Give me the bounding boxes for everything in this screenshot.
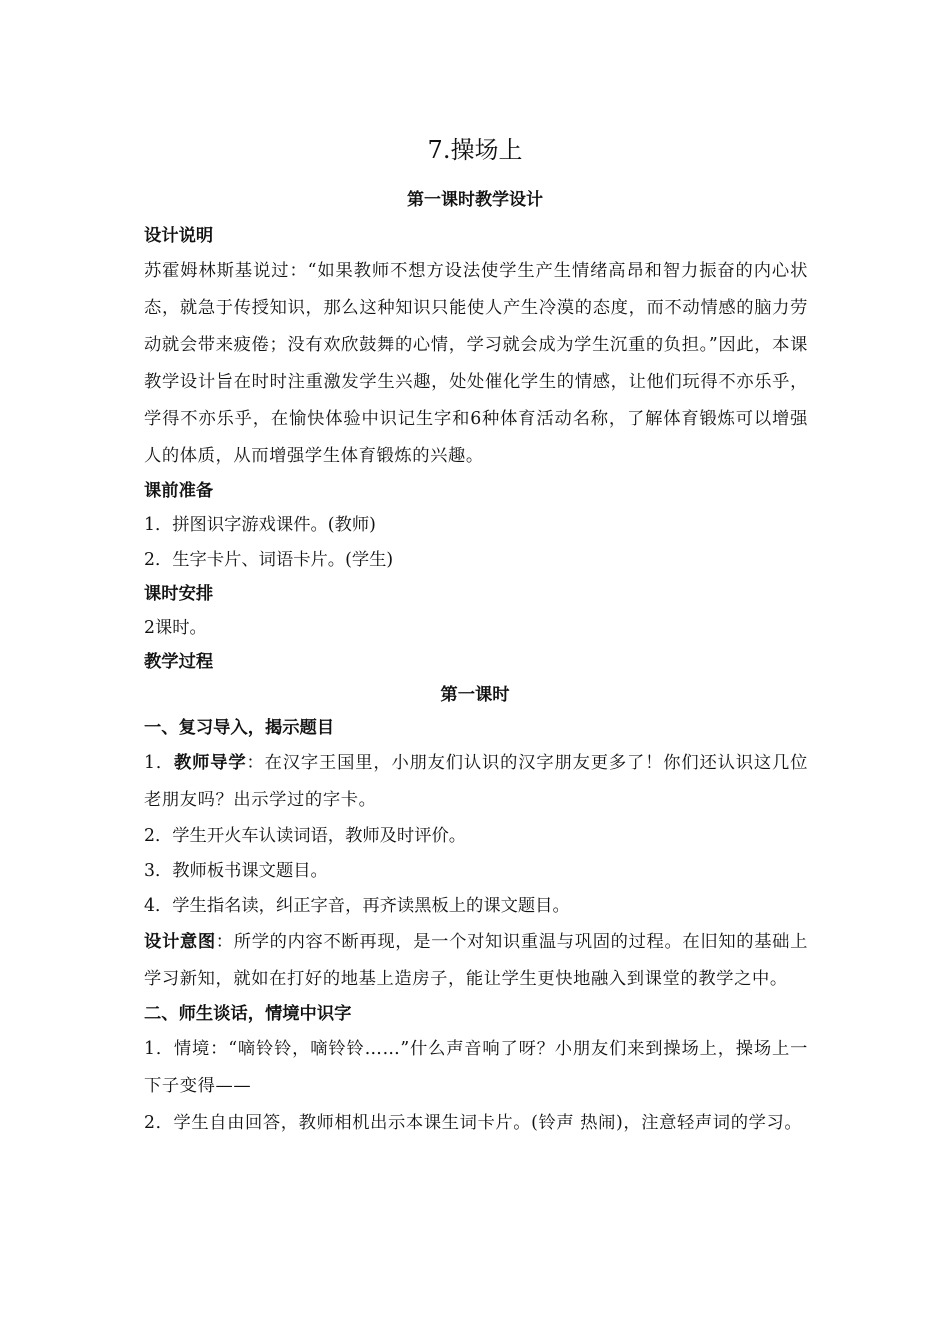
schedule-text: 2课时。	[144, 618, 207, 638]
prep-item-2: 2．生字卡片、词语卡片。(学生)	[144, 550, 394, 570]
section1-heading: 一、复习导入，揭示题目	[144, 718, 335, 738]
schedule-heading: 课时安排	[144, 584, 214, 604]
section1-item-1	[144, 745, 808, 819]
section2-item-1: 1．情境：“嘀铃铃，嘀铃铃……”什么声音响了呀？小朋友们来到操场上，操场上一下子变得——	[144, 1039, 808, 1096]
section1-item-1-lead: 教师导学	[173, 753, 247, 773]
section1-intent	[144, 924, 808, 998]
prep-heading: 课前准备	[144, 481, 214, 501]
section1-item-1-text: ：在汉字王国里，小朋友们认识的汉字朋友更多了！你们还认识这几位老朋友吗？出示学过的字卡。	[144, 753, 809, 810]
section1-item-2: 2．学生开火车认读词语，教师及时评价。	[144, 826, 467, 846]
section1-item-3: 3．教师板书课文题目。	[144, 861, 328, 881]
lesson-title: 第一课时	[440, 685, 510, 705]
section2-item-2: 2．学生自由回答，教师相机出示本课生词卡片。(铃声 热闹)，注意轻声词的学习。	[144, 1113, 803, 1133]
section2-heading: 二、师生谈话，情境中识字	[144, 1004, 352, 1024]
document-title: 7.操场上	[427, 136, 523, 164]
section1-intent-text: ：所学的内容不断再现，是一个对知识重温与巩固的过程。在旧知的基础上学习新知，就如在打好的地基上造房子，能让学生更快地融入到课堂的教学之中。	[144, 932, 808, 989]
section1-intent-lead: 设计意图	[144, 932, 216, 952]
document-subtitle: 第一课时教学设计	[407, 190, 543, 210]
design-note-paragraph: 苏霍姆林斯基说过：“如果教师不想方设法使学生产生情绪高昂和智力振奋的内心状态，就急于传授知识，那么这种知识只能使人产生冷漠的态度，而不动情感的脑力劳动就会带来疲倦；没有欢欣鼓舞的心情，学习就会成为学生沉重的负担。”因此，本课教学设计旨在时时注重激发学生兴趣，处处催化学生的情感，让他们玩得不亦乐乎，学得不亦乐乎，在愉快体验中识记生字和6种体育活动名称，了解体育锻炼可以增强人的体质，从而增强学生体育锻炼的兴趣。	[144, 261, 808, 466]
section1-item-4: 4．学生指名读，纠正字音，再齐读黑板上的课文题目。	[144, 896, 570, 916]
design-note-heading: 设计说明	[144, 226, 214, 246]
prep-item-1: 1．拼图识字游戏课件。(教师)	[144, 515, 376, 535]
section1-item-1-number: 1．	[144, 753, 174, 773]
document-body	[144, 220, 808, 1142]
process-heading: 教学过程	[144, 652, 214, 672]
